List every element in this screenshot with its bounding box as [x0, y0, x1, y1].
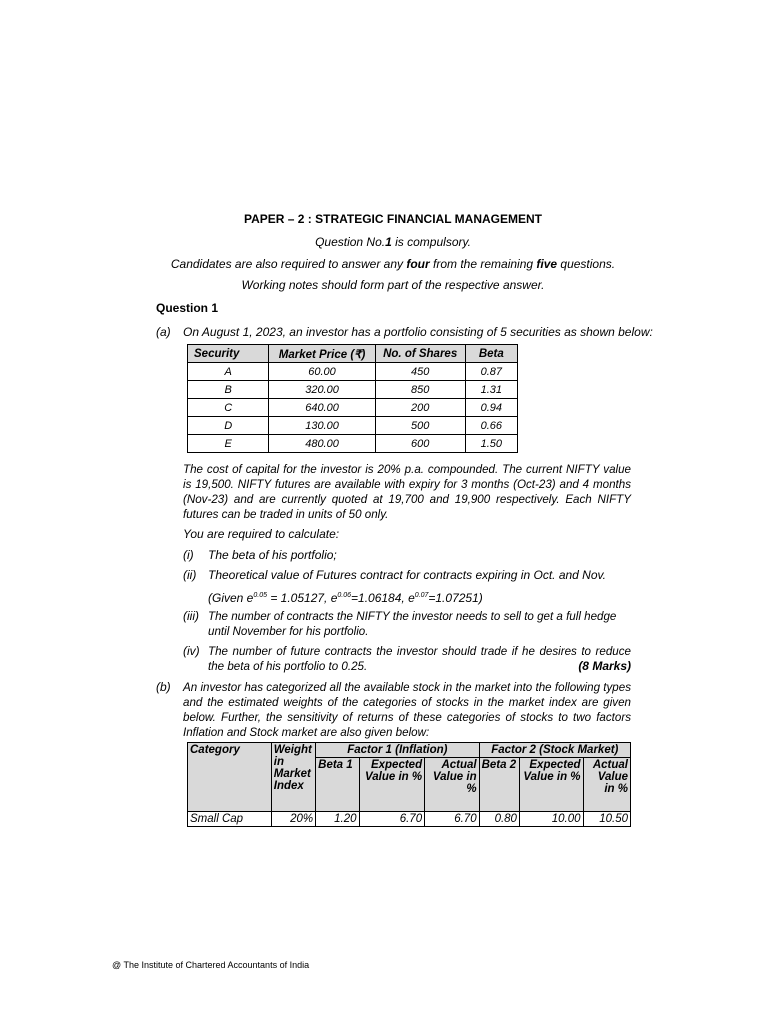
- header-category: Category: [188, 743, 272, 812]
- working-notes: Working notes should form part of the respective answer.: [241, 278, 545, 292]
- part-a-body: The cost of capital for the investor is 20% p.a. compounded. The current NIFTY value is 19,500. NIFTY futures are available with expiry for 3 months (Oct-23) and 4 months (Nov-23) and are currently quoted at 19,700 and 19,900 respectively. Each NIFTY futures can be traded in units of 50 only.: [183, 463, 631, 521]
- item-num-ii: (ii): [183, 568, 197, 582]
- table-row: [188, 812, 631, 827]
- item-num-iv: (iv): [183, 644, 200, 658]
- cell: 640.00: [269, 399, 375, 417]
- cell: A: [188, 363, 269, 381]
- cell: B: [188, 381, 269, 399]
- header-actual2: Actual Value in %: [583, 758, 630, 812]
- item-num-i: (i): [183, 548, 194, 562]
- header-weight: Weight in Market Index: [271, 743, 315, 812]
- compulsory-note: Question No.1 is compulsory.: [315, 235, 471, 249]
- portfolio-table: [187, 344, 518, 453]
- cell: 850: [375, 381, 465, 399]
- cell: 10.50: [583, 812, 630, 827]
- cell: 500: [375, 417, 465, 435]
- cell: 200: [375, 399, 465, 417]
- item-text-i: The beta of his portfolio;: [208, 548, 337, 562]
- paper-title: PAPER – 2 : STRATEGIC FINANCIAL MANAGEMENT: [243, 212, 542, 226]
- cell: 6.70: [359, 812, 425, 827]
- header-beta: Beta: [465, 345, 517, 363]
- cell: C: [188, 399, 269, 417]
- part-b-label: (b): [156, 680, 171, 694]
- item-text-iii: The number of contracts the NIFTY the investor needs to sell to get a full hedge until November for his portfolio.: [208, 610, 617, 638]
- part-a-intro: On August 1, 2023, an investor has a portfolio consisting of 5 securities as shown below:: [183, 325, 653, 339]
- table-header-row: [188, 345, 518, 363]
- cell: Small Cap: [188, 812, 272, 827]
- item-num-iii: (iii): [183, 609, 199, 623]
- header-expected2: Expected Value in %: [519, 758, 583, 812]
- question-heading: Question 1: [156, 301, 219, 315]
- header-security: Security: [188, 345, 269, 363]
- given-values: (Given $e^{0.05} = 1.05127$, $e^{0.06}=1.06184$, $e^{0.07}=1.07251$): [208, 591, 483, 605]
- part-a-label: (a): [156, 325, 171, 339]
- factor-table: [187, 742, 631, 827]
- required-line: You are required to calculate:: [183, 527, 340, 541]
- cell: 0.87: [465, 363, 517, 381]
- header-beta1: Beta 1: [316, 758, 359, 812]
- item-text-iv: The number of future contracts the investor should trade if he desires to reduce the beta of his portfolio to 0.25.: [208, 645, 631, 673]
- candidates-note: Candidates are also required to answer any four from the remaining five questions.: [170, 257, 616, 271]
- part-b-intro: An investor has categorized all the available stock in the market into the following types and the estimated weights of the categories of stocks in the market index are given below. Further, the sensitivity of returns of these categories of stocks to two factors Inflation and Stock market are also given below:: [183, 681, 631, 739]
- header-factor1: Factor 1 (Inflation): [316, 743, 479, 758]
- cell: 60.00: [269, 363, 375, 381]
- cell: 0.80: [479, 812, 519, 827]
- table-row: [188, 435, 518, 453]
- header-market-price: Market Price (₹): [269, 345, 375, 363]
- header-beta2: Beta 2: [479, 758, 519, 812]
- cell: E: [188, 435, 269, 453]
- cell: 130.00: [269, 417, 375, 435]
- table-row: [188, 381, 518, 399]
- cell: 0.66: [465, 417, 517, 435]
- cell: 1.31: [465, 381, 517, 399]
- cell: 20%: [271, 812, 315, 827]
- footer-copyright: @ The Institute of Chartered Accountants of India: [112, 960, 310, 970]
- cell: 480.00: [269, 435, 375, 453]
- cell: 0.94: [465, 399, 517, 417]
- cell: 600: [375, 435, 465, 453]
- marks: (8 Marks): [578, 659, 631, 673]
- cell: 1.20: [316, 812, 359, 827]
- cell: D: [188, 417, 269, 435]
- table-row: [188, 417, 518, 435]
- cell: 320.00: [269, 381, 375, 399]
- header-factor2: Factor 2 (Stock Market): [479, 743, 630, 758]
- cell: 450: [375, 363, 465, 381]
- header-expected1: Expected Value in %: [359, 758, 425, 812]
- table-row: [188, 363, 518, 381]
- item-text-ii: Theoretical value of Futures contract for contracts expiring in Oct. and Nov.: [208, 568, 606, 582]
- cell: 1.50: [465, 435, 517, 453]
- table-row: [188, 399, 518, 417]
- header-no-of-shares: No. of Shares: [375, 345, 465, 363]
- cell: 10.00: [519, 812, 583, 827]
- cell: 6.70: [425, 812, 479, 827]
- header-actual1: Actual Value in %: [425, 758, 479, 812]
